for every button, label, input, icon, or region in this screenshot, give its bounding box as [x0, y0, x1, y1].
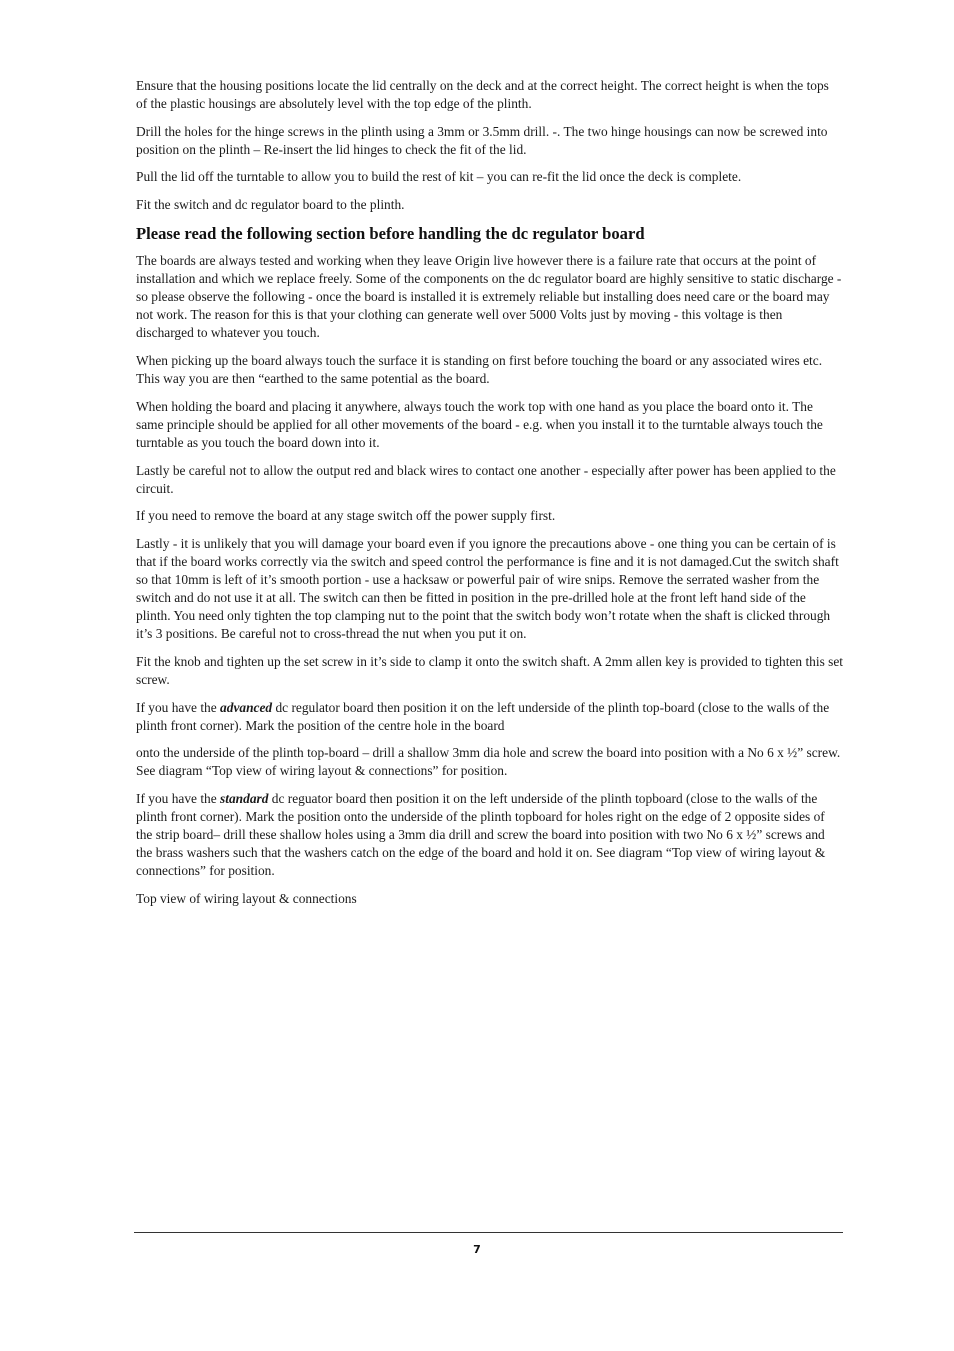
paragraph: Drill the holes for the hinge screws in the plinth using a 3mm or 3.5mm drill. -. The two hinge housings can now be screwed into position on the plinth – Re-insert the lid hinges to check the fit of the lid.	[136, 123, 828, 157]
paragraph: When holding the board and placing it anywhere, always touch the work top with one hand as you place the board onto it. The same principle should be applied for all other movements of the board - e.g. when you install it to the turntable always touch the turntable as you touch the board down into it.	[136, 398, 823, 450]
paragraph-standard-board	[136, 790, 843, 880]
document-body	[136, 77, 843, 917]
paragraph: Lastly be careful not to allow the output red and black wires to contact one another - especially after power has been applied to the circuit.	[136, 462, 836, 496]
diagram-caption: Top view of wiring layout & connections	[136, 890, 357, 906]
paragraph: onto the underside of the plinth top-board – drill a shallow 3mm dia hole and screw the board into position with a No 6 x ½” screw. See diagram “Top view of wiring layout & connections” for position.	[136, 745, 841, 779]
text-run: If you have the	[136, 699, 221, 715]
paragraph: Pull the lid off the turntable to allow you to build the rest of kit – you can re-fit the lid once the deck is complete.	[136, 169, 742, 185]
footer-divider	[134, 1232, 843, 1233]
text-run: dc reguator board then position it on the left underside of the plinth topboard (close to the walls of the plinth front corner). Mark the position onto the underside of the plinth topboard for holes right on the edge of 2 opposite sides of the strip board– drill these shallow holes using a 3mm dia drill and screw the board into position with two No 6 x ½” screws and the brass washers such that the washers catch on the edge of the board and hold it on. See diagram “Top view of wiring layout & connections” for position.	[136, 790, 826, 879]
paragraph-advanced-board	[136, 699, 843, 735]
paragraph: Ensure that the housing positions locate the lid centrally on the deck and at the correct height. The correct height is when the tops of the plastic housings are absolutely level with the top edge of the plinth.	[136, 78, 829, 112]
paragraph: When picking up the board always touch the surface it is standing on first before touching the board or any associated wires etc. This way you are then “earthed to the same potential as the board.	[136, 353, 823, 387]
section-heading: Please read the following section before handling the dc regulator board	[136, 224, 645, 244]
paragraph: Fit the switch and dc regulator board to the plinth.	[136, 196, 405, 212]
paragraph: Lastly - it is unlikely that you will damage your board even if you ignore the precautions above - one thing you can be certain of is that if the board works correctly via the switch and speed control the performance is fine and it is not damaged.Cut the switch shaft so that 10mm is left of it’s smooth portion - use a hacksaw or powerful pair of wire snips. Remove the serrated washer from the switch and do not use it at all. The switch can then be fitted in position in the pre-drilled hole at the front left hand side of the plinth. You need only tighten the top clamping nut to the point that the switch body won’t rotate when the shaft is clicked through it’s 3 positions. Be careful not to cross-thread the nut when you put it on.	[136, 535, 839, 642]
emphasis-standard: standard	[220, 790, 269, 806]
paragraph: If you need to remove the board at any stage switch off the power supply first.	[136, 508, 556, 524]
paragraph: The boards are always tested and working when they leave Origin live however there is a failure rate that occurs at the point of installation and which we replace freely. Some of the components on the dc regulator board are highly sensitive to static discharge - so please observe the following - once the board is installed it is extremely reliable but installing does need care or the board may not work. The reason for this is that your clothing can generate well over 5000 Volts just by moving - this voltage is then discharged to whatever you touch.	[136, 253, 842, 341]
page-number: 7	[473, 1243, 481, 1256]
text-run: If you have the	[136, 790, 221, 806]
text-run: dc regulator board then position it on the left underside of the plinth top-board (close to the walls of the plinth front corner). Mark the position of the centre hole in the board	[136, 699, 830, 733]
paragraph: Fit the knob and tighten up the set screw in it’s side to clamp it onto the switch shaft. A 2mm allen key is provided to tighten this set screw.	[136, 653, 844, 687]
emphasis-advanced: advanced	[220, 699, 273, 715]
